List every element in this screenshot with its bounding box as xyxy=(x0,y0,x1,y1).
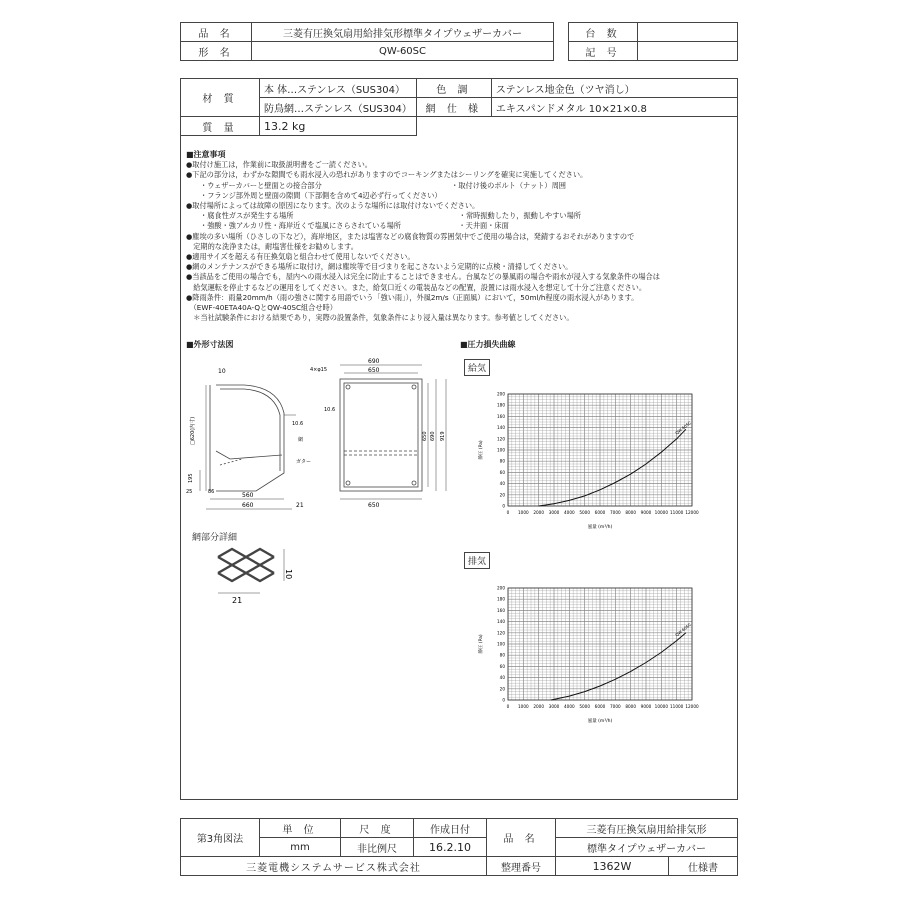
x-axis-label: 風量 (m³/h) xyxy=(587,525,613,530)
note-line: ・強酸・強アルカリ性・海岸近くで塩風にさらされている場所 ・天井面・床面 xyxy=(200,221,509,231)
y-tick-label: 160 xyxy=(497,607,505,613)
x-tick-label: 0 xyxy=(506,704,510,709)
x-tick-label: 12000 xyxy=(685,510,699,515)
y-tick-label: 20 xyxy=(499,686,505,692)
x-tick-label: 7000 xyxy=(609,510,621,515)
x-tick-label: 0 xyxy=(506,510,510,515)
x-tick-label: 5000 xyxy=(579,704,591,709)
dim-560-label: 560 xyxy=(242,492,254,499)
y-tick-label: 40 xyxy=(499,675,505,681)
note-line: ●塵埃の多い場所（ひさしの下など），海岸地区，または塩害などの腐食物質の雰囲気中でご使用の場合は，発錆するおそれがありますので xyxy=(186,231,635,241)
front-view-drawing xyxy=(306,355,460,515)
mass-label: 質 量 xyxy=(181,117,260,136)
note-line: ・ウェザーカバーと壁面との接合部分 ・取付け後のボルト（ナット）周囲 xyxy=(200,180,566,190)
x-tick-label: 5000 xyxy=(579,510,591,515)
x-tick-label: 4000 xyxy=(563,510,575,515)
net-detail-heading: 網部分詳細 xyxy=(192,533,238,543)
product-line2: 標準タイプウェザーカバー xyxy=(556,838,738,857)
net-spec-value: エキスパンドメタル 10×21×0.8 xyxy=(491,98,737,117)
product-label: 品 名 xyxy=(487,819,556,857)
model-number: QW-60SC xyxy=(252,42,554,61)
y-tick-label: 160 xyxy=(497,413,505,419)
x-tick-label: 11000 xyxy=(670,510,684,515)
y-tick-label: 80 xyxy=(499,652,505,658)
symbol-value xyxy=(638,42,738,61)
x-tick-label: 1000 xyxy=(517,704,529,709)
note-line: ●降雨条件：雨量20mm/h（雨の強さに関する用語でいう「強い雨」），外風2m/s（正面風）において，50ml/h程度の雨水浸入があります。 xyxy=(186,292,639,302)
y-tick-label: 100 xyxy=(497,447,505,453)
dim-919-label: 919 xyxy=(440,431,446,441)
unit-value: mm xyxy=(260,838,341,857)
material-label: 材 質 xyxy=(181,79,260,117)
gutter-label: ガター xyxy=(296,459,312,465)
net-width-label: 21 xyxy=(232,596,243,605)
x-tick-label: 2000 xyxy=(533,510,545,515)
note-line: ・腐食性ガスが発生する場所 ・常時振動したり，振動しやすい場所 xyxy=(200,211,581,221)
x-tick-label: 8000 xyxy=(625,510,637,515)
product-name: 三菱有圧換気扇用給排気形標準タイプウェザーカバー xyxy=(252,23,554,42)
date-label: 作成日付 xyxy=(414,819,487,838)
x-tick-label: 10000 xyxy=(654,704,668,709)
y-tick-label: 180 xyxy=(497,596,505,602)
y-axis-label: 静圧 (Pa) xyxy=(479,634,484,654)
notes-section xyxy=(186,150,731,323)
y-tick-label: 60 xyxy=(499,663,505,669)
name-label: 品 名 xyxy=(181,23,252,42)
net-detail-drawing xyxy=(214,545,304,611)
y-tick-label: 80 xyxy=(499,458,505,464)
note-line: ●網のメンテナンスができる場所に取付け，網は塵埃等で目づまりを起こさないよう定期的に点検・清掃してください。 xyxy=(186,262,573,272)
dim-10-6-label: 10.6 xyxy=(292,421,304,427)
unit-label: 単 位 xyxy=(260,819,341,838)
spec-table xyxy=(180,78,738,136)
x-tick-label: 10000 xyxy=(654,510,668,515)
x-tick-label: 8000 xyxy=(625,704,637,709)
net-material: 防鳥網…ステンレス（SUS304） xyxy=(260,98,417,117)
x-tick-label: 3000 xyxy=(548,510,560,515)
x-tick-label: 11000 xyxy=(670,704,684,709)
x-tick-label: 7000 xyxy=(609,704,621,709)
y-tick-label: 20 xyxy=(499,492,505,498)
y-tick-label: 200 xyxy=(497,391,505,397)
x-tick-label: 6000 xyxy=(594,510,606,515)
x-tick-label: 9000 xyxy=(640,510,652,515)
note-line: ●当該品をご使用の場合でも，屋内への雨水浸入は完全に防止することはできません。台風などの暴風雨の場合や雨水が浸入する気象条件の場合は xyxy=(186,272,660,282)
note-line: ●適用サイズを超える有圧換気扇と組合わせて使用しないでください。 xyxy=(186,252,415,262)
x-tick-label: 4000 xyxy=(563,704,575,709)
y-tick-label: 100 xyxy=(497,641,505,647)
count-block xyxy=(568,22,738,61)
dim-660-label: 660 xyxy=(242,502,254,509)
note-line: ●下記の部分は，わずかな隙間でも雨水浸入の恐れがありますのでコーキングまたはシーリングを確実に実施してください。 xyxy=(186,170,588,180)
y-tick-label: 60 xyxy=(499,469,505,475)
body-material: 本 体…ステンレス（SUS304） xyxy=(260,79,417,98)
mass-value: 13.2 kg xyxy=(260,117,417,136)
y-tick-label: 140 xyxy=(497,425,505,431)
x-tick-label: 2000 xyxy=(533,704,545,709)
note-line: ・フランジ部外周と壁面の隙間（下部側を含めて4辺必ず行ってください） xyxy=(200,190,442,200)
dim-21-label: 21 xyxy=(296,502,304,509)
dim-10-label: 10 xyxy=(218,368,226,375)
dim-25-label: 25 xyxy=(186,489,193,495)
x-tick-label: 3000 xyxy=(548,704,560,709)
net-spec-label: 網 仕 様 xyxy=(416,98,491,117)
color-label: 色 調 xyxy=(416,79,491,98)
dim-650v-label: 650 xyxy=(422,431,428,441)
note-line: ＊当社試験条件における結果であり，実際の設置条件，気象条件により浸入量は異なります。参考値としてください。 xyxy=(186,313,574,323)
series-label: QW-60SC xyxy=(674,621,693,638)
doc-no-label: 整理番号 xyxy=(487,857,556,876)
projection-method: 第3角図法 xyxy=(181,819,260,857)
symbol-label: 記 号 xyxy=(569,42,638,61)
title-block xyxy=(180,22,554,61)
x-tick-label: 12000 xyxy=(685,704,699,709)
note-line: （EWF-40ETA40A-QとQW-40SC組合せ時） xyxy=(186,303,337,313)
y-tick-label: 0 xyxy=(502,503,505,509)
y-tick-label: 0 xyxy=(502,697,505,703)
net-height-label: 10 xyxy=(284,569,293,580)
note-line: ●取付場所によっては故障の原因になります。次のような場所には取付けないでください。 xyxy=(186,201,480,211)
hole-label: 4×φ15 xyxy=(310,367,328,373)
y-tick-label: 120 xyxy=(497,436,505,442)
dim-690-label: 690 xyxy=(368,358,380,365)
dim-650-label: 650 xyxy=(368,367,380,374)
x-axis-label: 風量 (m³/h) xyxy=(587,719,613,724)
count-value xyxy=(638,23,738,42)
notes-heading: ■注意事項 xyxy=(186,150,226,159)
doc-no-value: 1362W xyxy=(556,857,669,876)
company-name: 三菱電機システムサービス株式会社 xyxy=(181,857,487,876)
outline-heading: ■外形寸法図 xyxy=(186,340,234,349)
chart-grid xyxy=(508,588,692,700)
note-line: 給気運転を停止するなどの運用をしてください。また，給気口近くの電装品などの配置，設置には雨水浸入を想定して十分ご注意ください。 xyxy=(186,282,647,292)
y-tick-label: 120 xyxy=(497,630,505,636)
note-line: 定期的な洗浄または，耐塩害仕様をお勧めします。 xyxy=(186,241,358,251)
note-line: ●取付け施工は，作業前に取扱説明書をご一読ください。 xyxy=(186,160,372,170)
net-label: 網 xyxy=(298,437,304,443)
supply-pressure-chart xyxy=(470,386,702,530)
color-value: ステンレス地金色（ツヤ消し） xyxy=(491,79,737,98)
dim-86-label: 86 xyxy=(208,489,215,495)
x-tick-label: 9000 xyxy=(640,704,652,709)
y-tick-label: 140 xyxy=(497,619,505,625)
y-tick-label: 180 xyxy=(497,402,505,408)
footer-block xyxy=(180,818,738,876)
dim-10-6b-label: 10.6 xyxy=(324,407,336,413)
scale-label: 尺 度 xyxy=(341,819,414,838)
exhaust-pressure-chart xyxy=(470,580,702,724)
side-view-drawing xyxy=(186,355,312,515)
scale-value: 非比例尺 xyxy=(341,838,414,857)
x-tick-label: 6000 xyxy=(594,704,606,709)
dim-620-label: □620(内寸) xyxy=(190,416,196,445)
doc-type: 仕様書 xyxy=(669,857,738,876)
dim-195-label: 195 xyxy=(188,473,194,483)
series-label: QW-60SC xyxy=(674,420,693,436)
date-value: 16.2.10 xyxy=(414,838,487,857)
y-axis-label: 静圧 (Pa) xyxy=(479,440,484,460)
model-label: 形 名 xyxy=(181,42,252,61)
count-label: 台 数 xyxy=(569,23,638,42)
x-tick-label: 1000 xyxy=(517,510,529,515)
y-tick-label: 200 xyxy=(497,585,505,591)
y-tick-label: 40 xyxy=(499,481,505,487)
pressure-heading: ■圧力損失曲線 xyxy=(460,340,516,349)
chart-title-exhaust: 排気 xyxy=(464,552,490,569)
dim-650b-label: 650 xyxy=(368,502,380,509)
chart-title-supply: 給気 xyxy=(464,359,490,376)
dim-690v-label: 690 xyxy=(430,431,436,441)
product-line1: 三菱有圧換気扇用給排気形 xyxy=(556,819,738,838)
